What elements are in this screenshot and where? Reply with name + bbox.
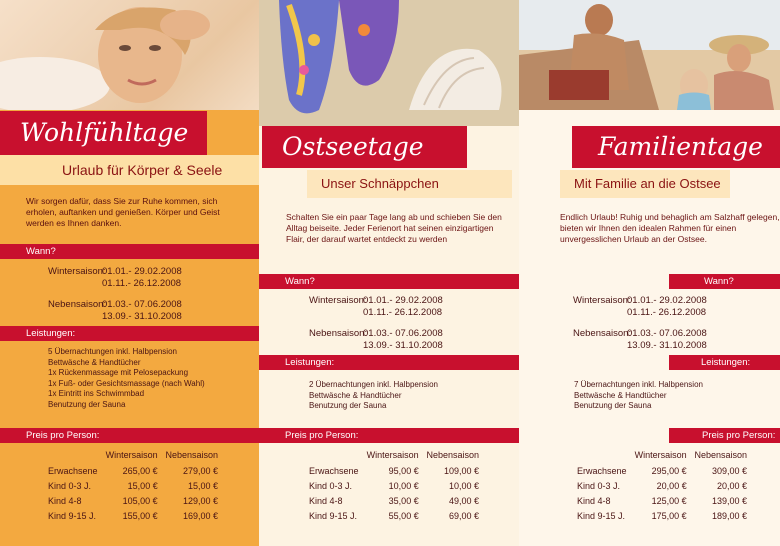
column-wohlfuehltage [0, 0, 259, 546]
family-beach-photo [519, 0, 780, 110]
winter-label: Wintersaison: [309, 295, 367, 306]
table-row: Kind 0-3 J. 20,00 € 20,00 € [577, 480, 747, 491]
col-neben: Nebensaison [426, 450, 479, 460]
column-ostseetage [259, 0, 519, 546]
table-row: Kind 4-8 35,00 € 49,00 € [309, 495, 479, 506]
table-row: Kind 9-15 J. 155,00 € 169,00 € [48, 510, 218, 521]
list-item: 5 Übernachtungen inkl. Halbpension [48, 347, 177, 356]
wann-header: Wann? [259, 274, 519, 289]
list-item: Bettwäsche & Handtücher [48, 357, 141, 367]
leistungen-header: Leistungen: [0, 326, 259, 341]
list-item: 1x Eintritt ins Schwimmbad [48, 389, 145, 398]
flipflops-shell-photo [259, 0, 519, 126]
subtitle-familie-ostsee: Mit Familie an die Ostsee [560, 170, 730, 198]
leistungen-list [309, 380, 438, 412]
list-item: Benutzung der Sauna [574, 401, 652, 410]
intro-text: Wir sorgen dafür, dass Sie zur Ruhe kommen, sich erholen, auftanken und genießen. Körper und Geist werden es Ihnen danken. [26, 196, 220, 228]
neben-date-1: 01.03.- 07.06.2008 [363, 328, 443, 339]
neben-label: Nebensaison: [48, 299, 107, 310]
leistungen-header: Leistungen: [259, 355, 519, 370]
winter-label: Wintersaison: [573, 295, 631, 306]
price-table [48, 447, 218, 523]
col-winter: Wintersaison [634, 450, 687, 460]
leistungen-list [574, 380, 703, 412]
subtitle-schnaeppchen: Unser Schnäppchen [307, 170, 512, 198]
table-row: Kind 9-15 J. 55,00 € 69,00 € [309, 510, 479, 521]
winter-date-1: 01.01.- 29.02.2008 [102, 266, 182, 277]
wann-header: Wann? [0, 244, 259, 259]
price-table [309, 447, 479, 523]
table-row: Kind 0-3 J. 15,00 € 15,00 € [48, 480, 218, 491]
leistungen-list [48, 347, 205, 410]
table-row: Kind 4-8 105,00 € 129,00 € [48, 495, 218, 506]
winter-date-2: 01.11.- 26.12.2008 [102, 278, 182, 289]
list-item: 1x Rückenmassage mit Pelosepackung [48, 368, 189, 377]
winter-date-2: 01.11.- 26.12.2008 [627, 307, 707, 318]
list-item: Benutzung der Sauna [309, 401, 387, 410]
winter-label: Wintersaison: [48, 266, 106, 277]
season-dates [309, 295, 443, 352]
column-familientage [519, 0, 780, 546]
preis-header: Preis pro Person: [259, 428, 519, 443]
preis-header: Preis pro Person: [669, 428, 780, 443]
season-dates [48, 266, 182, 323]
intro-text: Schalten Sie ein paar Tage lang ab und schieben Sie den Alltag beiseite. Jeder Ferienort hat seinen einzigartigen Flair, der darauf wartet entdeckt zu werden [286, 212, 502, 244]
col-winter: Wintersaison [366, 450, 419, 460]
list-item: 2 Übernachtungen inkl. Halbpension [309, 380, 438, 389]
winter-date-1: 01.01.- 29.02.2008 [627, 295, 707, 306]
col-neben: Nebensaison [165, 450, 218, 460]
list-item: Bettwäsche & Handtücher [309, 390, 402, 400]
list-item: 7 Übernachtungen inkl. Halbpension [574, 380, 703, 389]
table-row: Kind 9-15 J. 175,00 € 189,00 € [577, 510, 747, 521]
season-dates [573, 295, 707, 352]
neben-date-2: 13.09.- 31.10.2008 [102, 311, 182, 322]
table-row: Erwachsene 295,00 € 309,00 € [577, 465, 747, 476]
wann-header: Wann? [669, 274, 780, 289]
price-table [577, 447, 747, 523]
neben-date-1: 01.03.- 07.06.2008 [627, 328, 707, 339]
list-item: Benutzung der Sauna [48, 399, 126, 409]
col-neben: Nebensaison [694, 450, 747, 460]
intro-text: Endlich Urlaub! Ruhig und behaglich am Salzhaff gelegen, bieten wir Ihnen den idealen Rahmen für einen unvergesslichen Urlaub an der Ostsee. [560, 212, 780, 244]
subtitle-koerper-seele: Urlaub für Körper & Seele [0, 155, 259, 185]
neben-label: Nebensaison: [573, 328, 632, 339]
table-row: Kind 0-3 J. 10,00 € 10,00 € [309, 480, 479, 491]
neben-date-1: 01.03.- 07.06.2008 [102, 299, 182, 310]
table-row: Kind 4-8 125,00 € 139,00 € [577, 495, 747, 506]
title-wohlfuehltage: Wohlfühltage [0, 111, 207, 155]
table-row: Erwachsene 265,00 € 279,00 € [48, 465, 218, 476]
neben-date-2: 13.09.- 31.10.2008 [363, 340, 443, 351]
winter-date-1: 01.01.- 29.02.2008 [363, 295, 443, 306]
list-item: 1x Fuß- oder Gesichtsmassage (nach Wahl) [48, 378, 205, 388]
winter-date-2: 01.11.- 26.12.2008 [363, 307, 443, 318]
table-row: Erwachsene 95,00 € 109,00 € [309, 465, 479, 476]
col-winter: Wintersaison [105, 450, 158, 460]
list-item: Bettwäsche & Handtücher [574, 390, 667, 400]
preis-header: Preis pro Person: [0, 428, 259, 443]
title-familientage: Familientage [572, 126, 780, 168]
spa-woman-photo [0, 0, 259, 110]
leistungen-header: Leistungen: [669, 355, 780, 370]
neben-label: Nebensaison: [309, 328, 368, 339]
title-ostseetage: Ostseetage [262, 126, 467, 168]
neben-date-2: 13.09.- 31.10.2008 [627, 340, 707, 351]
